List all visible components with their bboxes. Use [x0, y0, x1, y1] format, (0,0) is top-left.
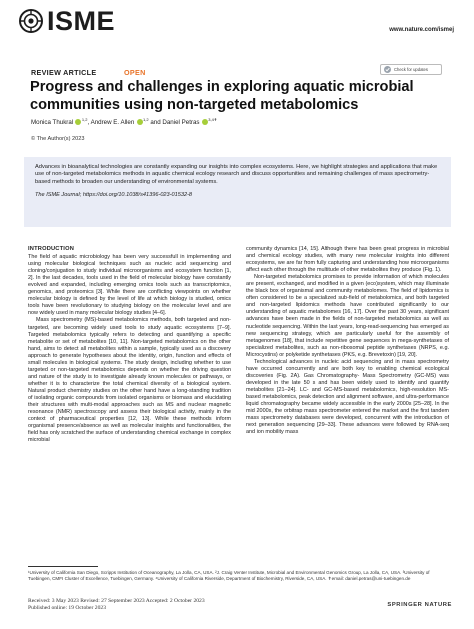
section-heading: INTRODUCTION	[28, 246, 75, 252]
body-column-left	[28, 246, 231, 444]
orcid-icon[interactable]	[75, 119, 81, 125]
citation-text[interactable]: The ISME Journal; https://doi.org/10.1038/s41396-023-01532-8	[35, 191, 193, 198]
published-date: Published online: 19 October 2023	[28, 605, 106, 612]
footnote-divider	[28, 566, 98, 567]
author-separator: ,	[87, 119, 90, 127]
check-for-updates-button[interactable]	[380, 64, 442, 75]
abstract-text: Advances in bioanalytical technologies are constantly expanding our insights into complex ecosystems. Here, we highlight strategies and applications that make use of non-targeted metabolomics methods in aquatic chemical ecology research and discuss opportunities and remaining challenges of mass spectrometry-based methods to broaden our understanding of environmental systems.	[35, 164, 438, 185]
open-access-badge: OPEN	[124, 68, 146, 77]
author-separator: and	[148, 119, 163, 127]
abstract-box	[24, 157, 451, 227]
body-column-right	[246, 246, 449, 436]
copyright-notice: © The Author(s) 2023	[31, 136, 85, 142]
logo-text: ISME	[47, 6, 116, 36]
check-updates-label: Check for updates	[394, 67, 428, 72]
author-list	[31, 117, 217, 126]
author-affiliation: 1,2	[143, 117, 149, 122]
body-paragraph: Mass spectrometry (MS)-based metabolomics methods, both targeted and non-targeted, are becoming widely used tools to study aquatic ecosystems [7–9]. Targeted metabolomics typically refers to detecting and quantifying a specific metabolite or set of metabolites [10, 11]. Non-targeted metabolomics on the other hand, aims to detect all metabolites within a sample, typically used as a discovery approach to generate hypotheses about the identity, origin, function and effects of small molecules in biological systems. The study design, including whether to use targeted or non-targeted metabolomics depends on whether the driving question and nature of the study is to investigate already known molecules or pathways, or whether it is to characterize the total chemical diversity of a biological system. Natural product chemistry studies on the other hand have a long-standing tradition of isolating organic compounds from isolated organisms or biomass and elucidating their structures with multi-modal approaches such as MS and nuclear magnetic resonance (NMR) spectroscopy and assess their biological activity, mainly in the context of pharmaceutical properties [12, 13]. While these methods inform organismal presence/absence as well as molecular insights and functionalities, the field has only scratched the surface of understanding chemical exchange in complex microbial	[28, 317, 231, 444]
journal-logo	[19, 8, 115, 34]
affiliations-footnote: ¹University of California San Diego, Scripps Institution of Oceanography, La Jolla, CA, USA. ²J. Craig Venter Institute, Microbial and Environmental Genomics Group, La Jolla, CA, USA. ³University of Tuebingen, CMFI Cluster of Excellence, Tuebingen, Germany. ⁴University of California Riverside, Department of Biochemistry, Riverside, CA, USA. ✝email: daniel.petras@uni-tuebingen.de	[28, 570, 430, 581]
article-type-label: REVIEW ARTICLE	[31, 68, 97, 77]
body-paragraph: community dynamics [14, 15]. Although there has been great progress in microbial and chemical ecology studies, with many new molecular insights into different ecosystems, we are far from fully capturing and understanding how microorganisms affect each other through the multitude of other metabolites they produce (Fig. 1).	[246, 246, 449, 274]
journal-url-link[interactable]: www.nature.com/ismej	[389, 27, 454, 33]
author-name[interactable]: Monica Thukral	[31, 119, 74, 127]
body-paragraph: The field of aquatic microbiology has been very successfull in implementing and using molecular biological techniques such as nucleic acid sequencing and cloning/conjugation to study individual microorganisms and ecosystem function [1, 2]. In the last decades, tools used in the field of molecular biology have constantly evolved and expanded, including emerging omics tools such as transcriptomics, genomics, and proteomics [3]. While there are conflicting viewpoints on whether molecular biology is defined by the level of life at which biology is studied, omics tools have been revolutionary to studying biology on the molecular level and are now widely used in many molecular biology studies [4–6].	[28, 254, 231, 317]
body-paragraph: Technological advances in nucleic acid sequencing and in mass spectrometry have occurred concurrently and are both key to enabling chemical ecological discoveries (Fig. 2A). Gas Chromatography- Mass Spectrometry (GC-MS) was developed in the late 50 s and has been widely used to identify and quantify metabolites [21–24]. LC- and GC-MS-based metabolomics, high-resolution MS-based metabolomics, peak detection and alignment software, and ultra-performance liquid chromatography became widely accessible in the early 2000s [25–28]. In the mid 2000s, the orbitrap mass spectrometer entered the market and the first tandem mass spectrometry databases were developed, concurrent with the introduction of next generation sequencing [29–33]. These advances were followed by RNA-seq and ion mobility mass	[246, 358, 449, 436]
article-title: Progress and challenges in exploring aquatic microbial communities using non-targeted metabolomics	[30, 79, 414, 113]
author-affiliation: 3,4✝	[208, 117, 218, 122]
body-paragraph: Non-targeted metabolomics promises to provide information of which molecules are present, exchanged, and modified in a given (eco)system, which may illuminate the black box of organismal and community metabolomes. The field of lipidomics is often considered to be a specialized sub-field of metabolomics, and both targeted and non-targeted lipidomics methods have contributed significantly to our understanding of aquatic metabolomes [16, 17]. Over the past 30 years, significant advances have been made in the fields of non-targeted metabolomics as well as nucleotide sequencing. Within the last years, long-read-sequencing has emerged as new sequencing strategy, which are particularly useful for the assembly of metagenomes [18], that include repetitive gene sequences in mega-synthetases of specialized metabolites, such as non-ribosomal peptide synthetases (NRPS, e.g. Microcystins) or polyketide synthetases (PKS, e.g. Brevetoxin) [19, 20].	[246, 274, 449, 358]
isme-logo-icon	[19, 9, 43, 33]
orcid-icon[interactable]	[202, 119, 208, 125]
check-updates-icon	[384, 66, 391, 73]
received-dates: Received: 3 May 2023 Revised: 27 September 2023 Accepted: 2 October 2023	[28, 598, 205, 604]
abstract-citation	[35, 192, 440, 198]
author-name[interactable]: Daniel Petras	[162, 119, 200, 127]
publisher-logo: SPRINGER NATURE	[387, 602, 452, 608]
publication-dates	[28, 598, 328, 613]
author-affiliation: 1,2	[81, 117, 88, 122]
author-name[interactable]: Andrew E. Allen	[90, 119, 135, 127]
orcid-icon[interactable]	[137, 119, 143, 125]
